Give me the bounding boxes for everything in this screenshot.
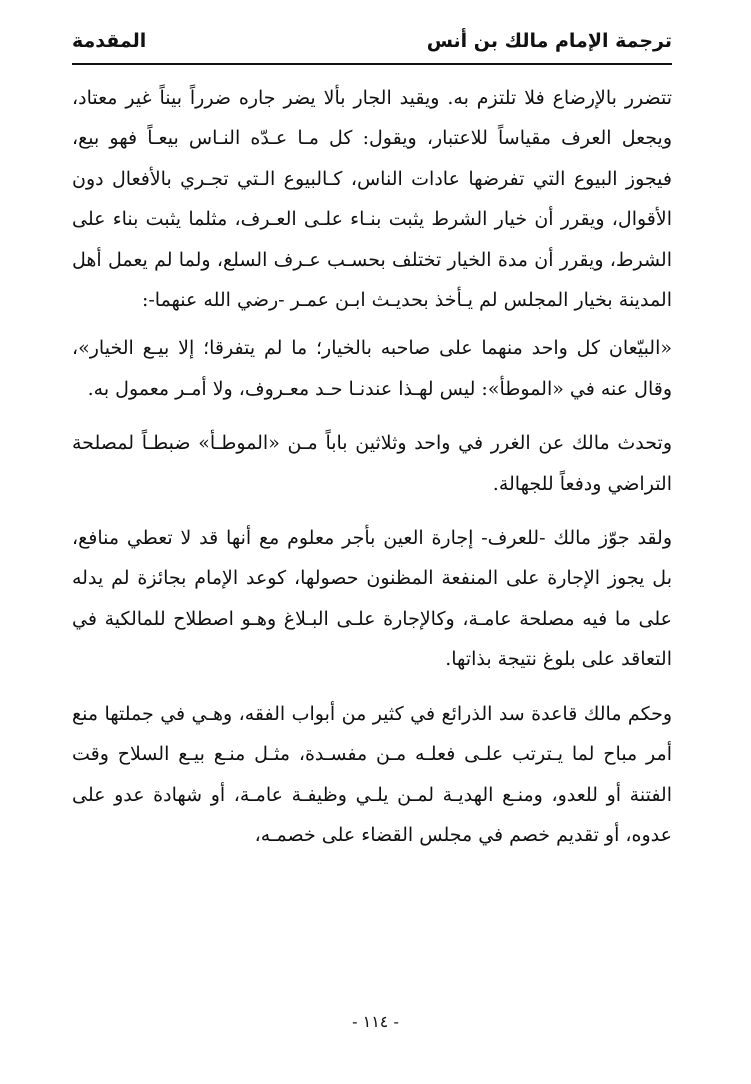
page-number: - ١١٤ - xyxy=(352,1012,399,1031)
paragraph-1: تتضرر بالإرضاع فلا تلتزم به. ويقيد الجار بألا يضر جاره ضرراً بيناً غير معتاد، ويجعل العرف مقياساً للاعتبار، ويقول: كل مـا عـدّه النـاس بيعـاً فهو بيع، فيجوز البيوع التي تفرضها عادات الناس، كـالبيوع الـتي تجـري بالأفعال دون الأقوال، ويقرر أن خيار الشرط يثبت بنـاء علـى العـرف، مثلما يثبت بناء على الشرط، ويقرر أن مدة الخيار تختلف بحسـب عـرف السلع، ولما لم يعمل أهل المدينة بخيار المجلس لم يـأخذ بحديـث ابـن عمـر -رضي الله عنهما-: xyxy=(72,87,672,312)
paragraph-3: وتحدث مالك عن الغرر في واحد وثلاثين باباً مـن «الموطـأ» ضبطـاً لمصلحة التراضي ودفعاً للجهالة. xyxy=(72,432,672,495)
book-title: ترجمة الإمام مالك بن أنس xyxy=(426,30,672,52)
running-header xyxy=(72,28,672,62)
header-divider xyxy=(72,63,672,65)
section-title: المقدمة xyxy=(72,30,147,52)
paragraph-2-hadith-quote: «البيّعان كل واحد منهما على صاحبه بالخيار؛ ما لم يتفرقا؛ إلا بيـع الخيار»، وقال عنه في «الموطأ»: ليس لهـذا عندنـا حـد معـروف، ولا أمـر معمول به. xyxy=(72,337,672,400)
page-body xyxy=(72,78,672,869)
paragraph-4: ولقد جوّز مالك -للعرف- إجارة العين بأجر معلوم مع أنها قد لا تعطي منافع، بل يجوز الإجارة على المنفعة المظنون حصولها، كوعد الإمام بجائزة لم يدله على ما فيه مصلحة عامـة، وكالإجارة علـى البـلاغ وهـو اصطلاح للمالكية في التعاقد على بلوغ نتيجة بذاتها. xyxy=(72,527,672,671)
paragraph-5: وحكم مالك قاعدة سد الذرائع في كثير من أبواب الفقه، وهـي في جملتها منع أمر مباح لما يـترتب علـى فعلـه مـن مفسـدة، مثـل منـع بيـع السلاح وقت الفتنة أو للعدو، ومنـع الهديـة لمـن يلـي وظيفـة عامـة، أو شهادة عدو على عدوه، أو تقديم خصم في مجلس القضاء على خصمـه، xyxy=(72,702,672,846)
